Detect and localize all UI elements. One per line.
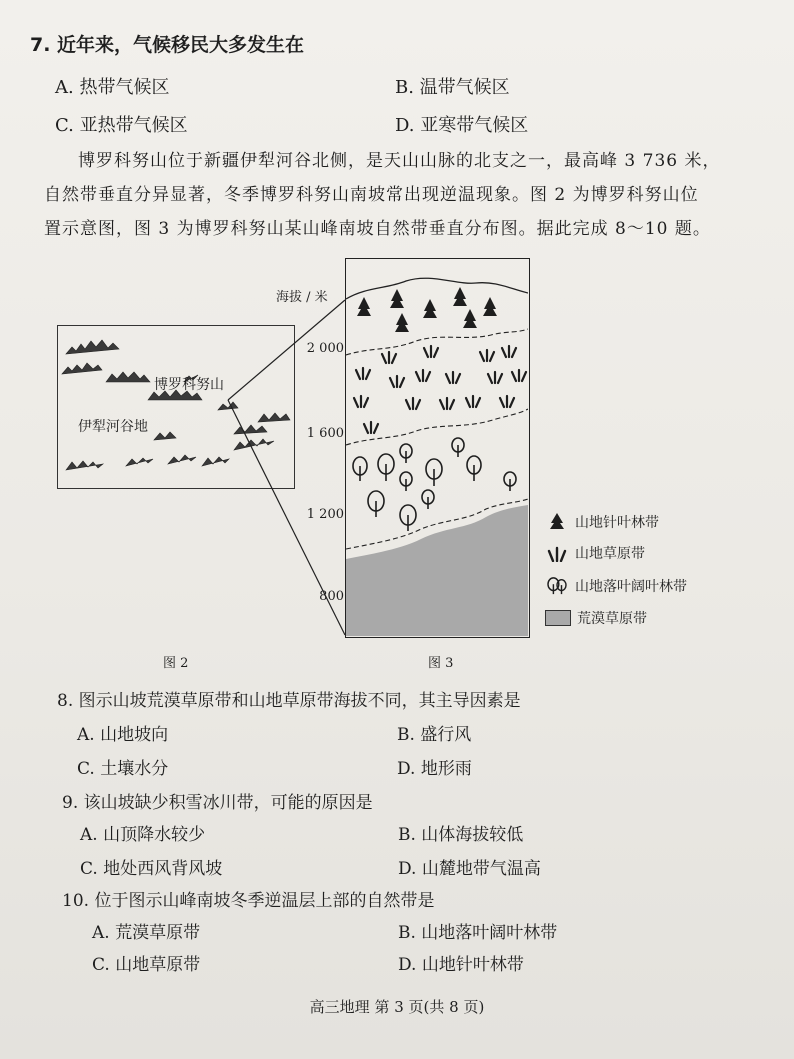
q7-option-c[interactable]: C. 亚热带气候区 — [55, 115, 188, 136]
legend-broadleaf — [545, 576, 687, 596]
tick-800: 800 — [319, 589, 344, 604]
q8-option-b[interactable]: B. 盛行风 — [397, 725, 472, 745]
legend-desert-steppe-label: 荒漠草原带 — [577, 611, 647, 627]
q10-option-c[interactable]: C. 山地草原带 — [92, 955, 201, 975]
q7-option-a[interactable]: A. 热带气候区 — [55, 77, 170, 98]
legend-grassland-label: 山地草原带 — [575, 546, 645, 562]
legend-desert-steppe — [545, 608, 647, 628]
legend-conifer — [545, 512, 659, 532]
legend-grassland — [545, 543, 645, 563]
grass-symbols — [354, 346, 526, 433]
q10-option-d[interactable]: D. 山地针叶林带 — [398, 955, 524, 975]
figure3-caption: 图 3 — [428, 656, 454, 671]
figure2-caption: 图 2 — [163, 656, 189, 671]
label-mountain: 博罗科努山 — [154, 377, 224, 393]
q10-stem: 10. 位于图示山峰南坡冬季逆温层上部的自然带是 — [62, 891, 435, 911]
label-valley: 伊犁河谷地 — [78, 419, 148, 435]
page-footer: 高三地理 第 3 页(共 8 页) — [309, 998, 485, 1016]
q10-option-b[interactable]: B. 山地落叶阔叶林带 — [398, 923, 558, 943]
passage-line-2: 自然带垂直分异显著，冬季博罗科努山南坡常出现逆温现象。图 2 为博罗科努山位 — [44, 185, 699, 205]
broadleaf-tree-icon — [545, 577, 569, 595]
q9-option-c[interactable]: C. 地处西风背风坡 — [80, 859, 223, 879]
q9-stem: 9. 该山坡缺少积雪冰川带，可能的原因是 — [62, 793, 373, 813]
passage-line-1: 博罗科努山位于新疆伊犁河谷北侧，是天山山脉的北支之一，最高峰 3 736 米， — [78, 151, 721, 171]
q8-option-a[interactable]: A. 山地坡向 — [77, 725, 169, 745]
tick-2000: 2 000 — [306, 341, 344, 356]
tick-1200: 1 200 — [306, 507, 344, 522]
passage — [44, 144, 744, 246]
desert-steppe-swatch — [545, 610, 571, 626]
q7-option-d[interactable]: D. 亚寒带气候区 — [395, 115, 529, 136]
figure3-profile — [345, 258, 530, 638]
legend-conifer-label: 山地针叶林带 — [575, 515, 659, 531]
conifer-icon — [545, 513, 569, 531]
conifer-symbols — [357, 287, 497, 332]
q8-option-c[interactable]: C. 土壤水分 — [77, 759, 169, 779]
q8-option-d[interactable]: D. 地形雨 — [397, 759, 472, 779]
q7-option-b[interactable]: B. 温带气候区 — [395, 77, 510, 98]
q9-option-d[interactable]: D. 山麓地带气温高 — [398, 859, 541, 879]
legend-broadleaf-label: 山地落叶阔叶林带 — [575, 579, 687, 595]
q10-option-a[interactable]: A. 荒漠草原带 — [92, 923, 201, 943]
grass-icon — [545, 544, 569, 562]
axis-label-altitude: 海拔 / 米 — [276, 290, 328, 305]
figures — [0, 250, 794, 670]
vertical-zonation-diagram — [346, 259, 528, 636]
q7-title: 7. 近年来，气候移民大多发生在 — [30, 34, 305, 56]
q9-option-a[interactable]: A. 山顶降水较少 — [80, 825, 206, 845]
tick-1600: 1 600 — [306, 426, 344, 441]
q8-stem: 8. 图示山坡荒漠草原带和山地草原带海拔不同，其主导因素是 — [57, 691, 521, 711]
passage-line-3: 置示意图，图 3 为博罗科努山某山峰南坡自然带垂直分布图。据此完成 8～10 题。 — [44, 219, 711, 239]
q9-option-b[interactable]: B. 山体海拔较低 — [398, 825, 524, 845]
